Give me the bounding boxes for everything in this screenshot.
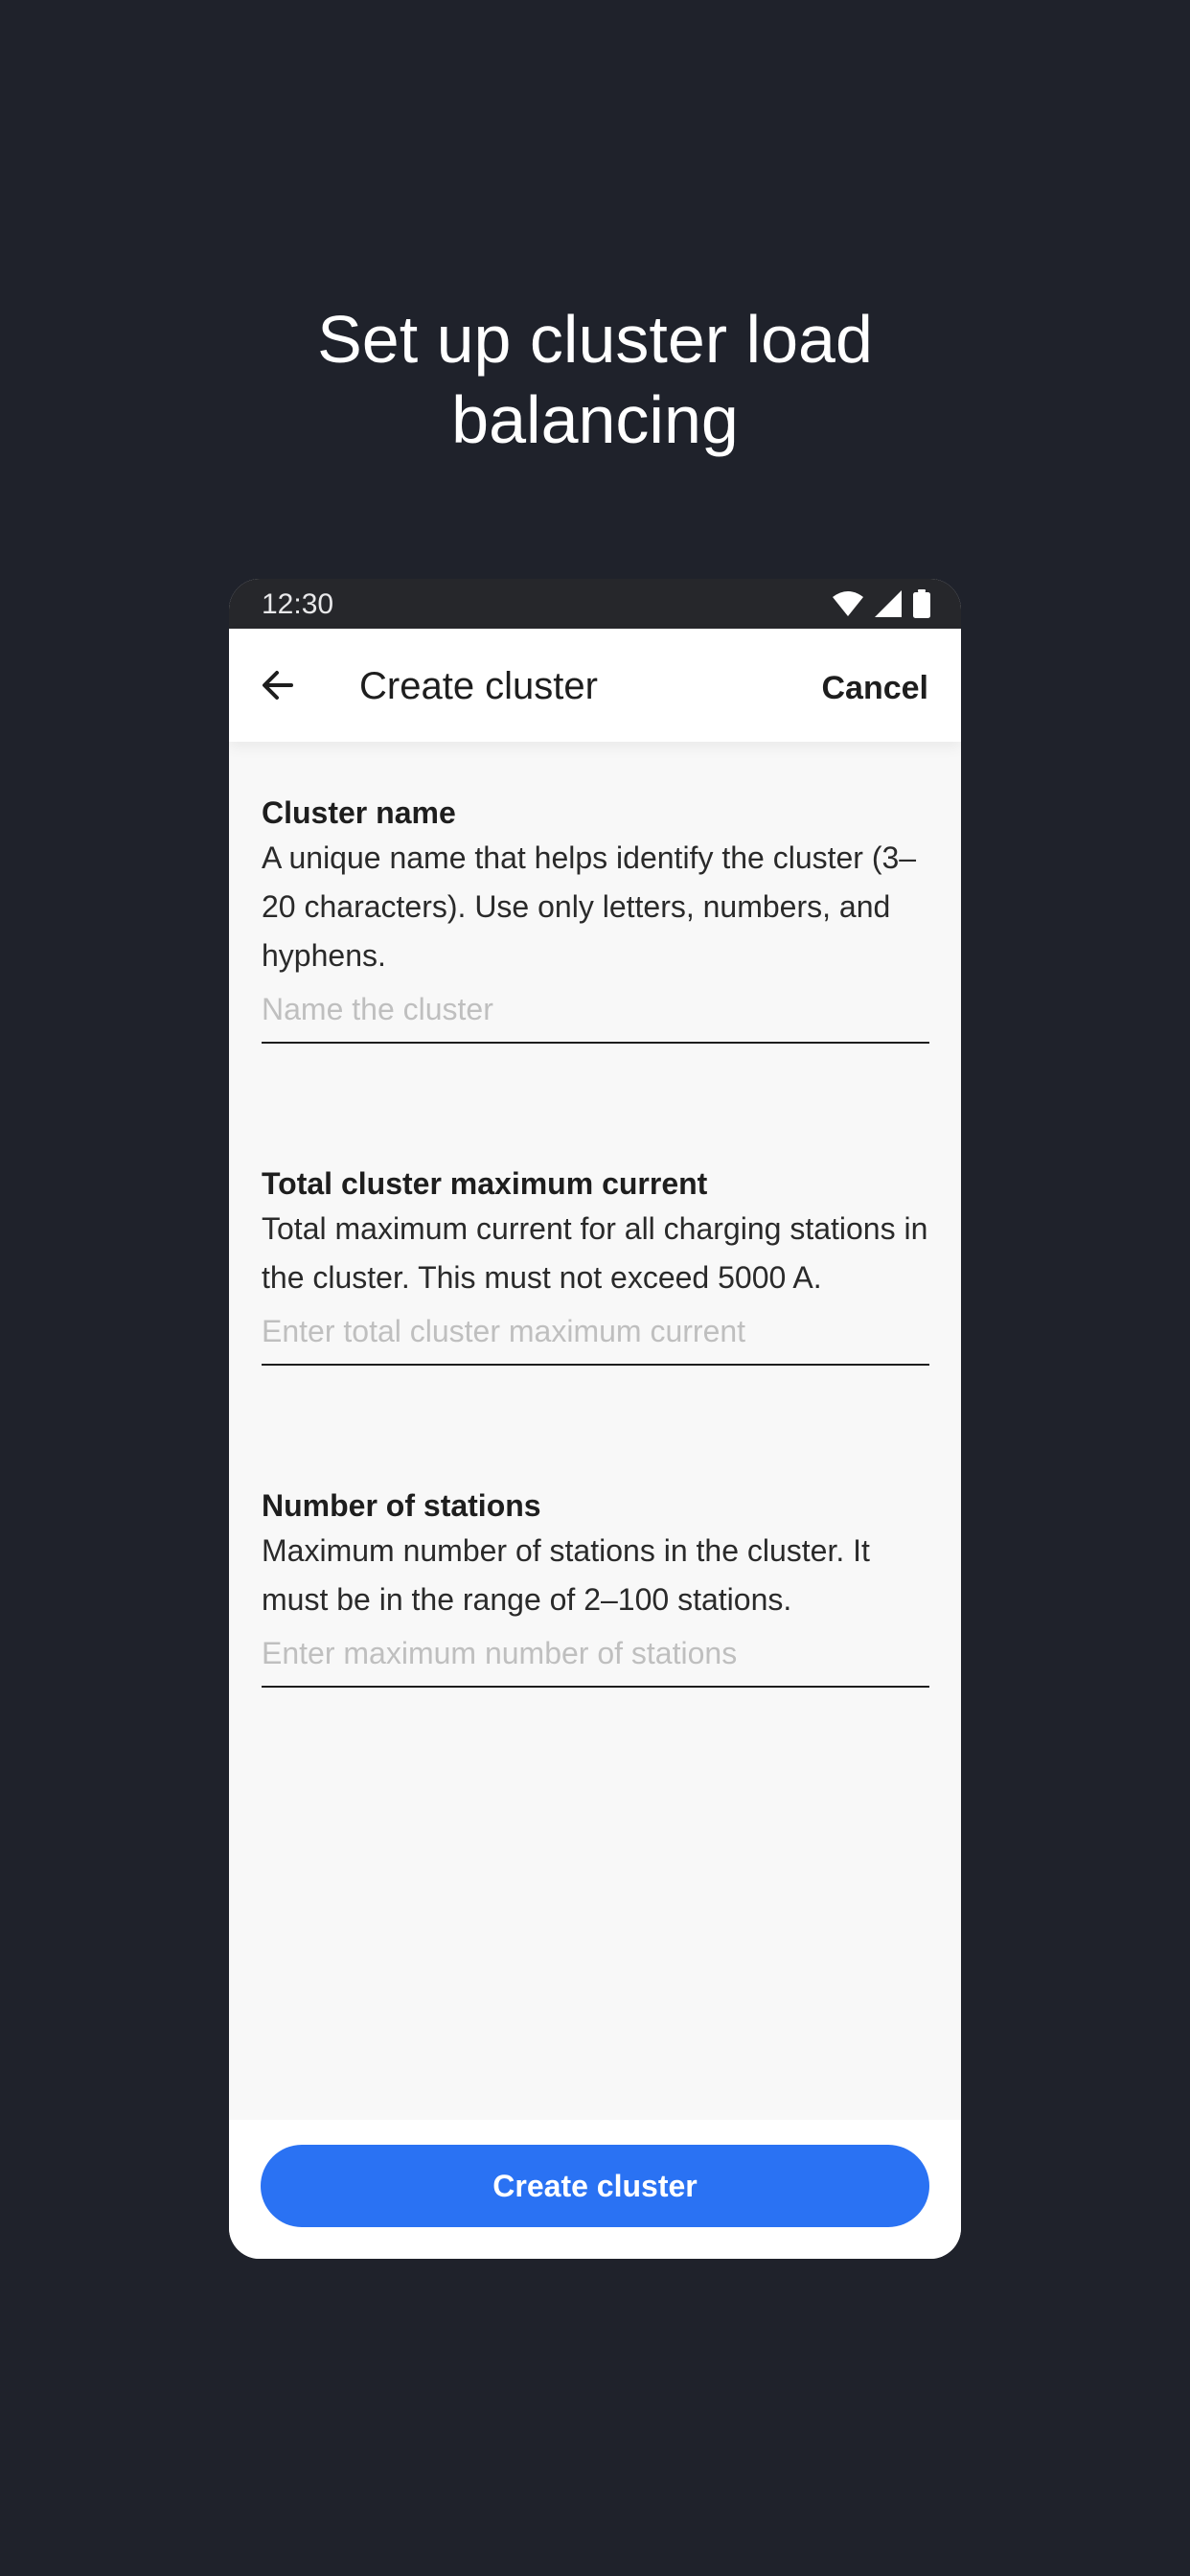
stations-label: Number of stations (262, 1488, 541, 1523)
wifi-icon (833, 591, 863, 616)
headline-line-1: Set up cluster load (317, 302, 873, 377)
cluster-name-description: A unique name that helps identify the cluster (3–20 characters). Use only letters, numbers, and hyphens. (262, 840, 917, 973)
status-time: 12:30 (262, 588, 334, 620)
status-bar (229, 579, 961, 629)
back-button[interactable] (250, 657, 306, 713)
max-current-description: Total maximum current for all charging stations in the cluster. This must not exceed 5000 A. (262, 1211, 928, 1295)
stations-field (262, 1486, 929, 1688)
cancel-button[interactable]: Cancel (821, 670, 928, 706)
footer-bar (229, 2120, 961, 2259)
cluster-name-field (262, 794, 929, 1044)
cellular-signal-icon (875, 590, 902, 617)
status-icons (833, 589, 930, 618)
headline-line-2: balancing (451, 382, 739, 457)
max-current-input[interactable] (262, 1312, 929, 1366)
page-title: Create cluster (359, 665, 598, 707)
stations-input[interactable] (262, 1634, 929, 1688)
marketing-headline (0, 299, 1190, 460)
cluster-name-input[interactable] (262, 990, 929, 1044)
cluster-name-label: Cluster name (262, 795, 456, 830)
battery-icon (913, 589, 930, 618)
phone-screen (229, 579, 961, 2259)
max-current-label: Total cluster maximum current (262, 1166, 708, 1201)
max-current-field (262, 1164, 929, 1366)
app-bar (229, 629, 961, 742)
stations-description: Maximum number of stations in the cluster. It must be in the range of 2–100 stations. (262, 1533, 870, 1617)
arrow-left-icon (259, 666, 297, 704)
create-cluster-button[interactable]: Create cluster (261, 2145, 929, 2227)
